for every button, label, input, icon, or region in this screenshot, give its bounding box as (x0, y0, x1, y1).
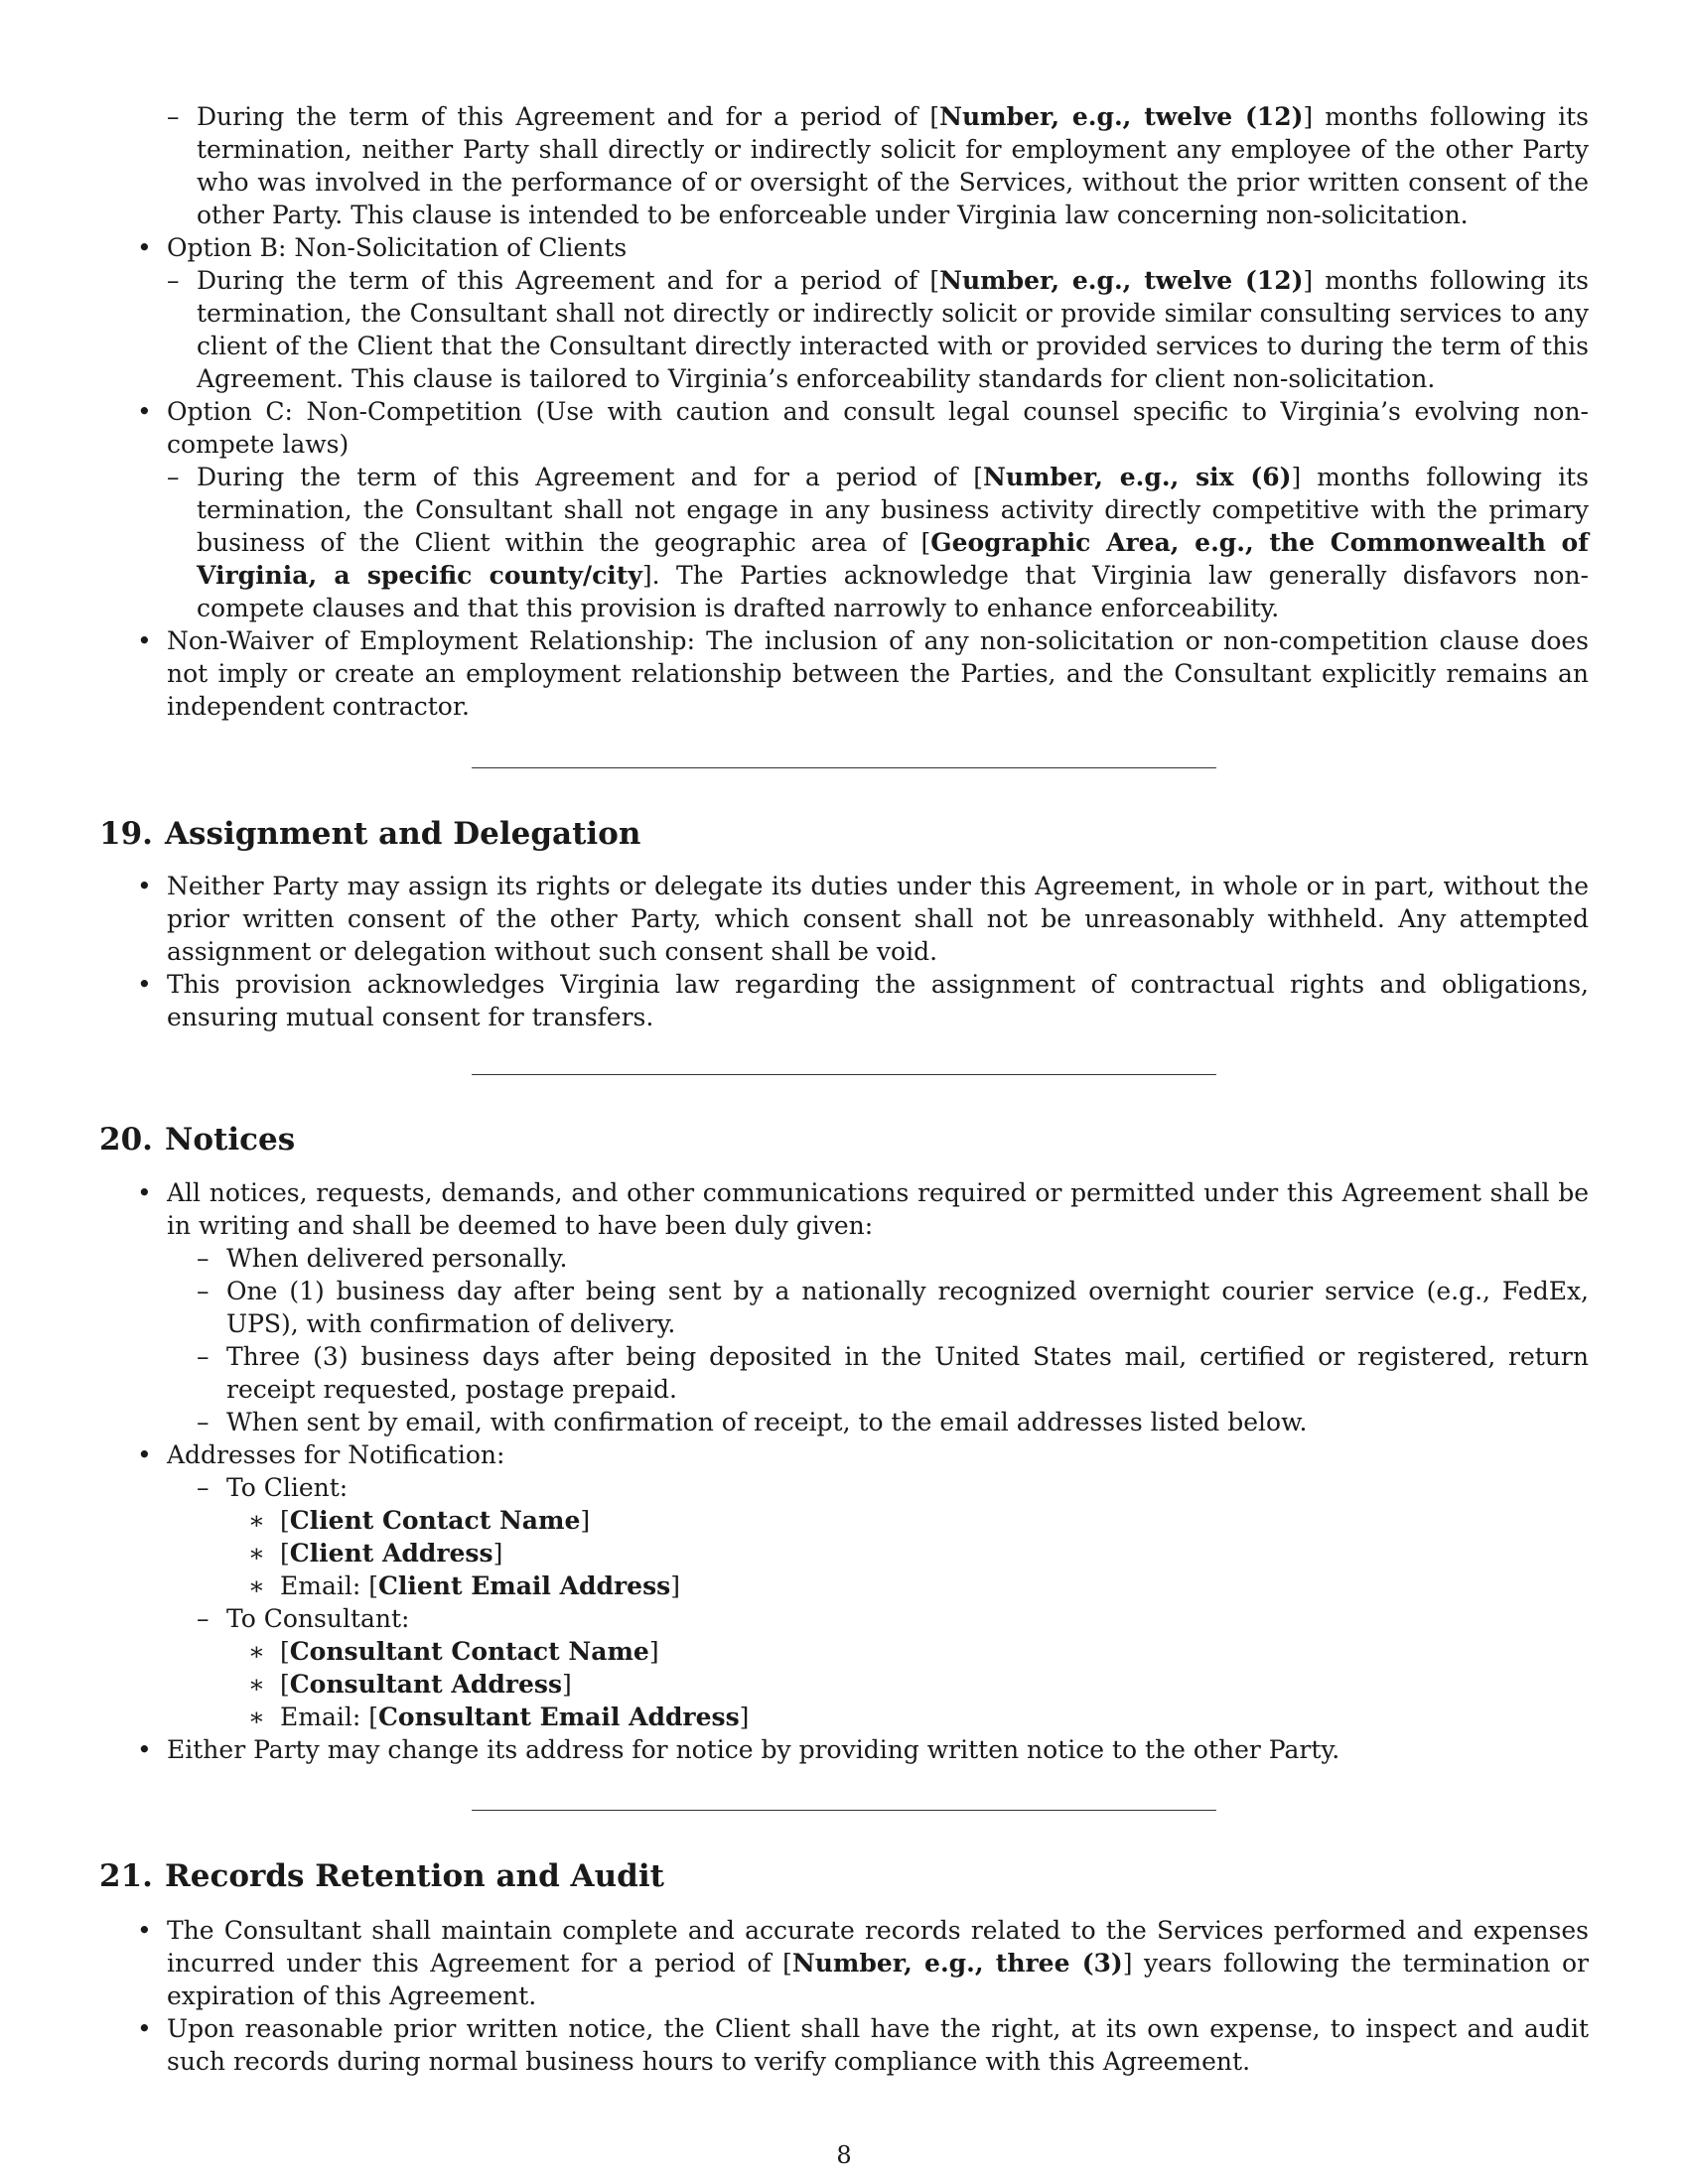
to-client: – To Client: ∗ [Client Contact Name] ∗ [Client Address] ∗ Email: [Client Email Address] (197, 1471, 1589, 1602)
delivery-method: – When sent by email, with confirmation of receipt, to the email addresses listed below. (197, 1406, 1589, 1438)
option-b-label: Option B: Non-Solicitation of Clients (167, 233, 628, 262)
section-21-heading: 21. Records Retention and Audit (99, 1858, 664, 1894)
to-consultant: – To Consultant: ∗ [Consultant Contact Name] ∗ [Consultant Address] ∗ Email: [Consultant Email Address] (197, 1602, 1589, 1733)
carry-over-item (99, 100, 1589, 231)
section-divider (472, 767, 1216, 768)
delivery-method: – One (1) business day after being sent by a nationally recognized overnight courier service (e.g., FedEx, UPS), with confirmation of delivery. (197, 1275, 1589, 1340)
client-email: ∗ Email: [Client Email Address] (248, 1570, 1589, 1602)
option-c-text: – During the term of this Agreement and for a period of [Number, e.g., six (6)] months following its termination, the Consultant shall not engage in any business activity directly competitive with the primary business of the Client within the geographic area of [Geographic Area, e.g., the Commonwealth of Virginia, a specific county/city]. The Parties acknowledge that Virginia law generally disfavors non-compete clauses and that this provision is drafted narrowly to enhance enforceability. (167, 461, 1589, 624)
page-number: 8 (836, 2141, 852, 2169)
section-divider (472, 1810, 1216, 1811)
list-item: • Addresses for Notification: – To Client: ∗ [Client Contact Name] ∗ [Client Address] ∗ Email: [Client Email Address] – To Consultant: ∗ [Consultant Contact Name] ∗ [Consultant Address] ∗ Email: [Consultant Email Address] (99, 1438, 1589, 1733)
consultant-address: ∗ [Consultant Address] (248, 1668, 1589, 1701)
list-item: • This provision acknowledges Virginia law regarding the assignment of contractual rights and obligations, ensuring mutual consent for transfers. (99, 968, 1589, 1033)
option-b-item (99, 231, 1589, 395)
option-c-item (99, 395, 1589, 624)
option-b-text: – During the term of this Agreement and for a period of [Number, e.g., twelve (12)] months following its termination, the Consultant shall not directly or indirectly solicit or provide similar consulting services to any client of the Client that the Consultant directly interacted with or provided services to during the term of this Agreement. This clause is tailored to Virginia’s enforceability standards for client non-solicitation. (167, 264, 1589, 395)
option-c-label: Option C: Non-Competition (Use with caution and consult legal counsel specific to Virginia’s evolving non-compete laws) (167, 397, 1589, 459)
section-20-body (99, 1176, 1589, 1766)
section-20-heading: 20. Notices (99, 1122, 296, 1158)
client-address: ∗ [Client Address] (248, 1537, 1589, 1570)
employee-non-solicit-text: – During the term of this Agreement and for a period of [Number, e.g., twelve (12)] months following its termination, neither Party shall directly or indirectly solicit for employment any employee of the other Party who was involved in the performance of or oversight of the Services, without the prior written consent of the other Party. This clause is intended to be enforceable under Virginia law concerning non-solicitation. (167, 100, 1589, 231)
list-item: • Upon reasonable prior written notice, the Client shall have the right, at its own expense, to inspect and audit such records during normal business hours to verify compliance with this Agreement. (99, 2012, 1589, 2078)
section-19-heading: 19. Assignment and Delegation (99, 816, 641, 852)
delivery-method: – When delivered personally. (197, 1242, 1589, 1275)
section-19-body (99, 870, 1589, 1033)
consultant-contact-name: ∗ [Consultant Contact Name] (248, 1635, 1589, 1668)
list-item: • Neither Party may assign its rights or delegate its duties under this Agreement, in whole or in part, without the prior written consent of the other Party, which consent shall not be unreasonably withheld. Any attempted assignment or delegation without such consent shall be void. (99, 870, 1589, 968)
section-divider (472, 1074, 1216, 1075)
non-waiver-item: • Non-Waiver of Employment Relationship: The inclusion of any non-solicitation or non-competition clause does not imply or create an employment relationship between the Parties, and the Consultant explicitly remains an independent contractor. (99, 624, 1589, 723)
delivery-method: – Three (3) business days after being deposited in the United States mail, certified or registered, return receipt requested, postage prepaid. (197, 1340, 1589, 1406)
list-item: • The Consultant shall maintain complete and accurate records related to the Services performed and expenses incurred under this Agreement for a period of [Number, e.g., three (3)] years following the termination or expiration of this Agreement. (99, 1914, 1589, 2012)
list-item: • Either Party may change its address for notice by providing written notice to the other Party. (99, 1733, 1589, 1766)
list-item: • All notices, requests, demands, and other communications required or permitted under this Agreement shall be in writing and shall be deemed to have been duly given: – When delivered personally. – One (1) business day after being sent by a nationally recognized overnight courier service (e.g., FedEx, UPS), with confirmation of delivery. – Three (3) business days after being deposited in the United States mail, certified or registered, return receipt requested, postage prepaid. – When sent by email, with confirmation of receipt, to the email addresses listed below. (99, 1176, 1589, 1438)
section-21-body (99, 1914, 1589, 2078)
client-contact-name: ∗ [Client Contact Name] (248, 1504, 1589, 1537)
non-solicitation-options (99, 100, 1589, 723)
consultant-email: ∗ Email: [Consultant Email Address] (248, 1701, 1589, 1733)
